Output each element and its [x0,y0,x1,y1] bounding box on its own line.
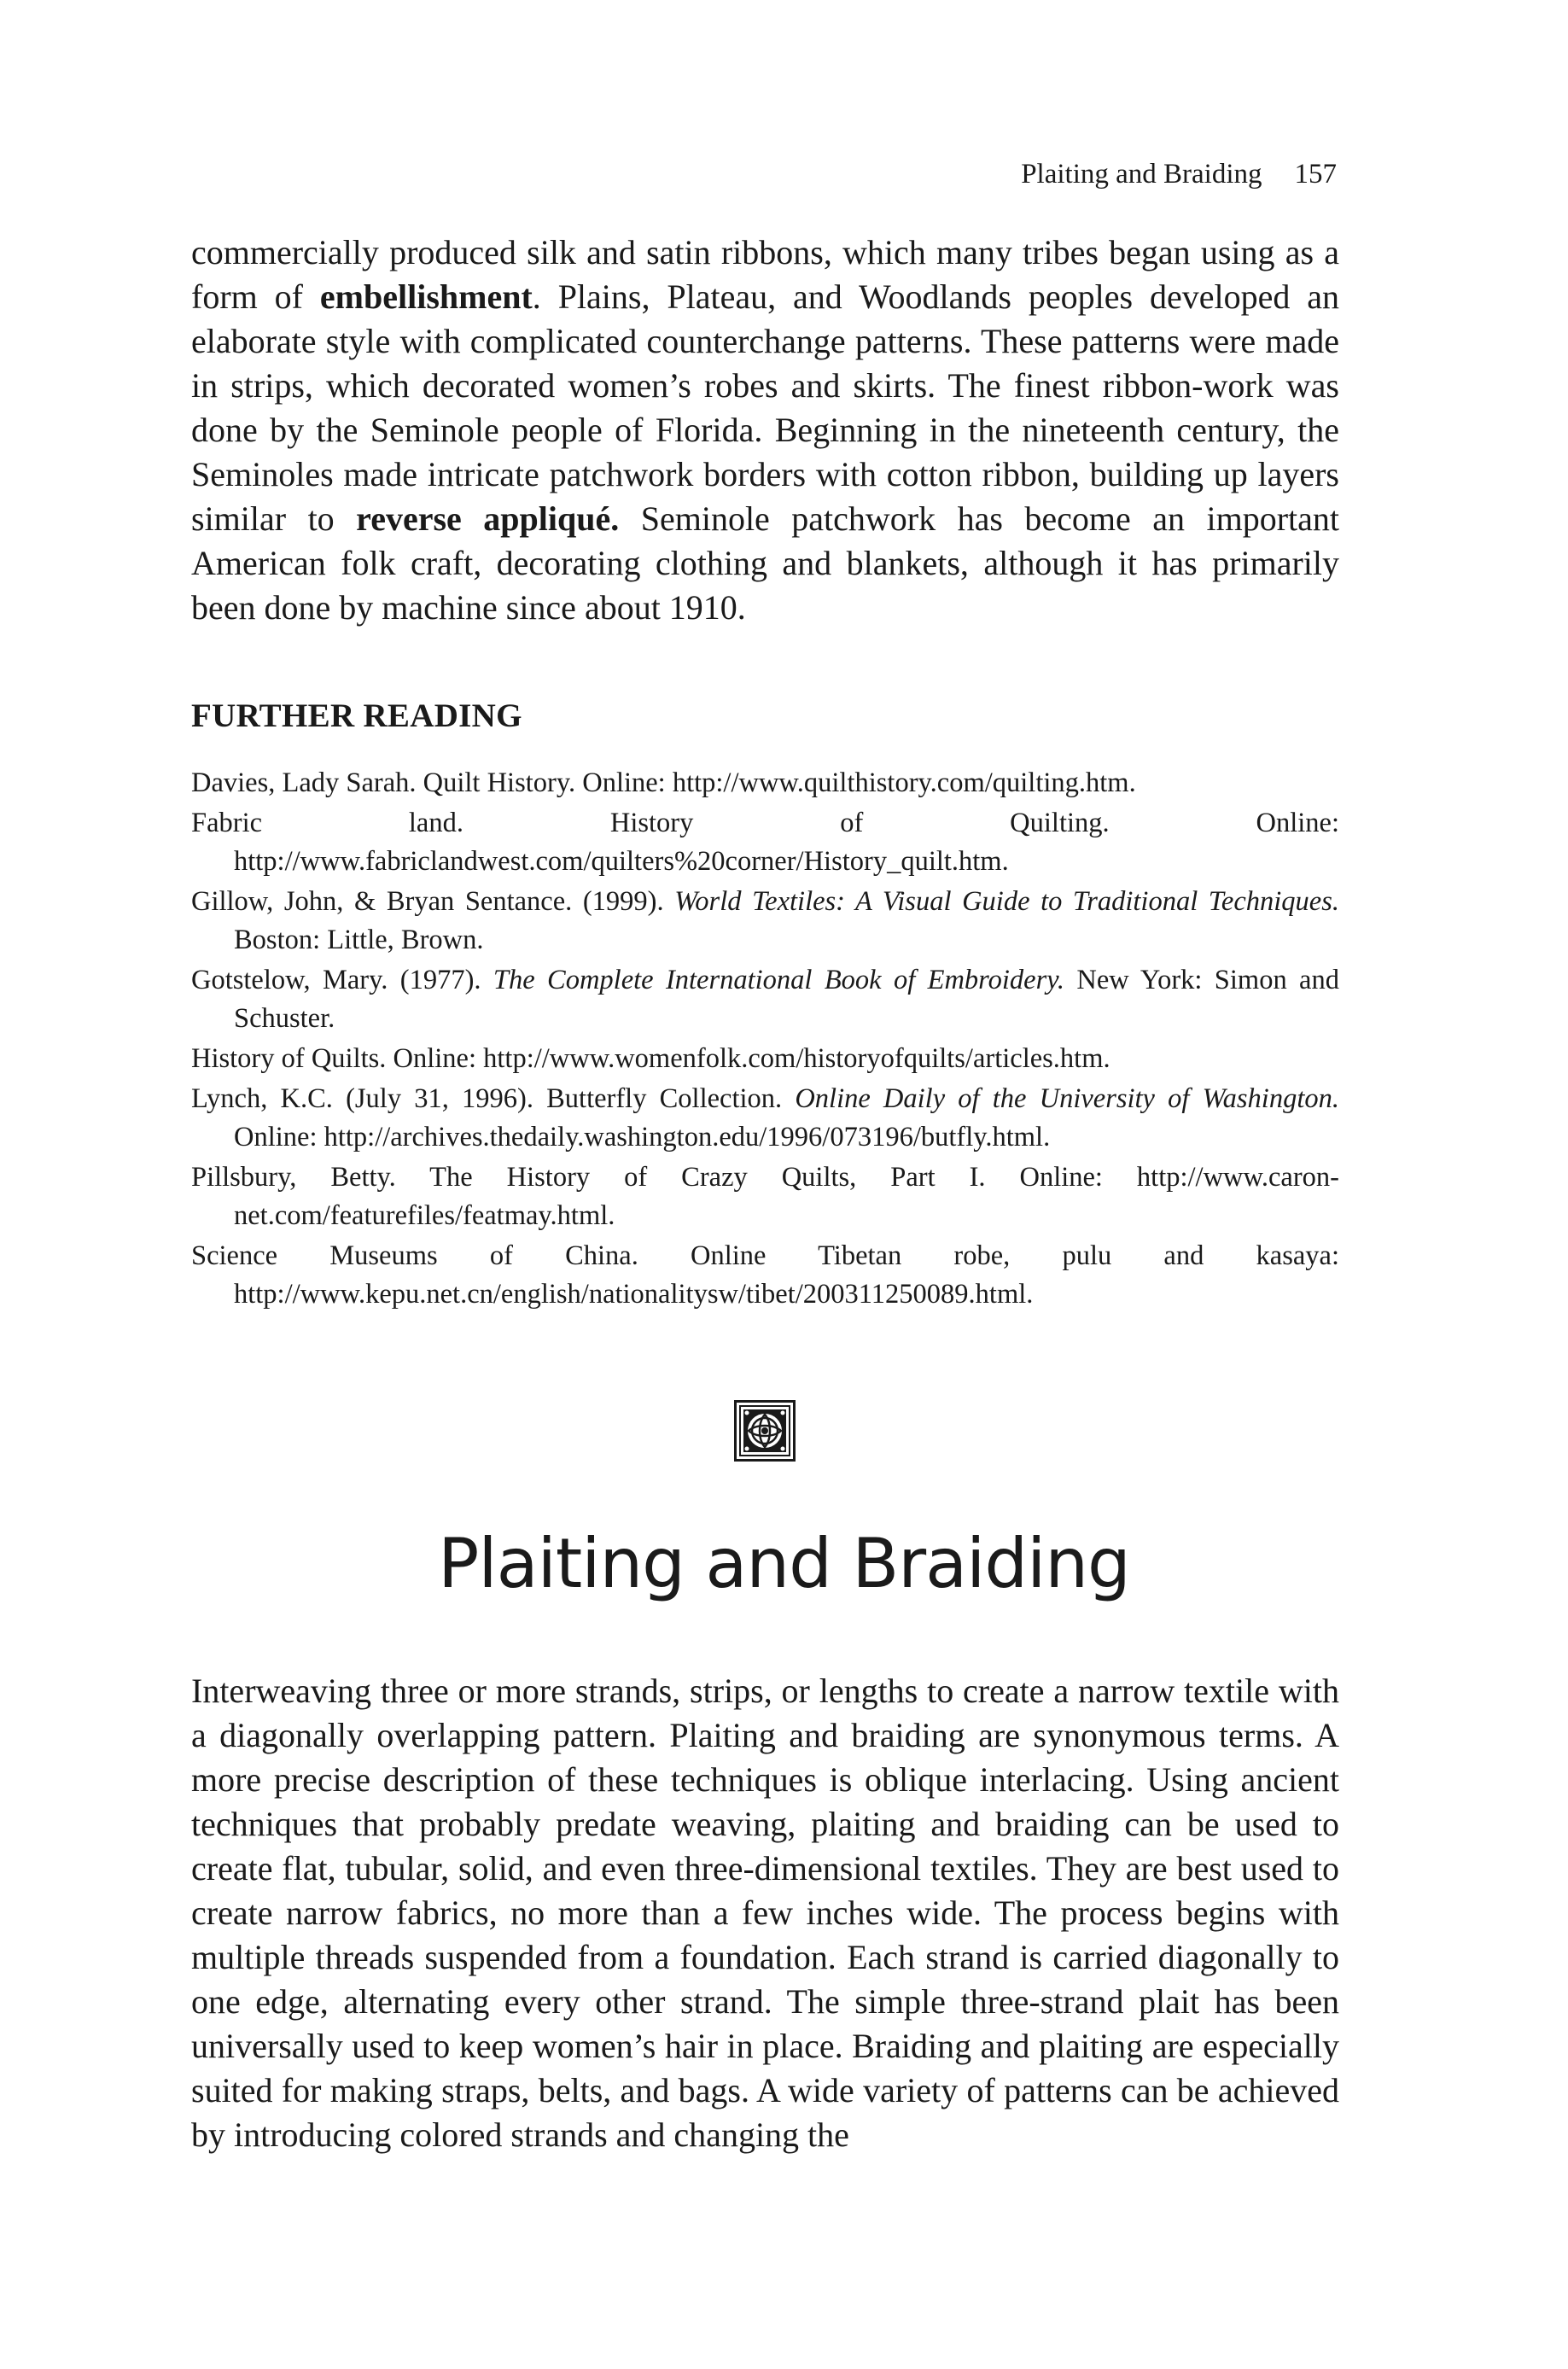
further-reading-heading: FURTHER READING [191,697,522,734]
reference-title: Online Daily of the University of Washington. [795,1083,1339,1114]
reference-item [191,764,1339,802]
paragraph1-part3: Seminole patchwork has become an important American folk craft, decorating clothing and blankets, although it has primarily been done by machine since about 1910. [191,499,1339,627]
reference-text: Davies, Lady Sarah. Quilt History. Online: http://www.quilthistory.com/quilting.htm. [191,767,1136,798]
reference-text: Fabric land. History of Quilting. Online: http://www.fabriclandwest.com/quilters%20corner/History_quilt.htm. [191,808,1339,877]
reference-text: History of Quilts. Online: http://www.womenfolk.com/historyofquilts/articles.htm. [191,1043,1110,1074]
reference-item [191,883,1339,960]
reference-item [191,1080,1339,1157]
reference-item [191,961,1339,1038]
paragraph-ribbonwork [191,230,1339,630]
reference-title: World Textiles: A Visual Guide to Traditional Techniques. [674,886,1339,917]
paragraph1-part1: commercially produced silk and satin ribbons, which many tribes began using as a form of [191,233,1339,316]
page-number: 157 [1294,159,1337,190]
running-title: Plaiting and Braiding [1021,159,1262,190]
term-embellishment[interactable]: embellishment [319,277,533,316]
reference-item [191,1158,1339,1235]
reference-text: Online: http://archives.thedaily.washington.edu/1996/073196/butfly.html. [234,1122,1051,1152]
section-title: Plaiting and Braiding [438,1524,1130,1603]
reference-item [191,1237,1339,1314]
reference-text: Gillow, John, & Bryan Sentance. (1999). [191,886,675,917]
reference-item [191,1040,1339,1078]
reference-list [191,764,1339,1314]
reference-title: The Complete International Book of Embroidery. [493,965,1064,995]
reference-text: Science Museums of China. Online Tibetan robe, pulu and kasaya: http://www.kepu.net.cn/english/nationalitysw/tibet/200311250089.html. [191,1240,1339,1310]
reference-item [191,804,1339,881]
running-head [1021,157,1337,191]
reference-text: Boston: Little, Brown. [234,925,484,955]
term-reverse-applique[interactable]: reverse appliqué. [356,499,620,538]
celtic-knot-ornament-icon [734,1400,796,1462]
reference-text: Pillsbury, Betty. The History of Crazy Quilts, Part I. Online: http://www.caron-net.com/featurefiles/featmay.html. [191,1162,1339,1231]
reference-text: Lynch, K.C. (July 31, 1996). Butterfly Collection. [191,1083,796,1114]
paragraph1-part2: . Plains, Plateau, and Woodlands peoples developed an elaborate style with complicated counterchange patterns. These patterns were made in strips, which decorated women’s robes and skirts. The finest ribbon-work was done by the Seminole people of Florida. Beginning in the nineteenth century, the Seminoles made intricate patchwork borders with cotton ribbon, building up layers similar to [191,277,1340,538]
reference-text: Gotstelow, Mary. (1977). [191,965,493,995]
reference-text: New York: Simon and Schuster. [234,965,1339,1034]
paragraph-plaiting-definition: Interweaving three or more strands, strips, or lengths to create a narrow textile with a diagonally overlapping pattern. Plaiting and braiding are synonymous terms. A more precise description of these techniques is oblique interlacing. Using ancient techniques that probably predate weaving, plaiting and braiding can be used to create flat, tubular, solid, and even three-dimensional textiles. They are best used to create narrow fabrics, no more than a few inches wide. The process begins with multiple threads suspended from a foundation. Each strand is carried diagonally to one edge, alternating every other strand. The simple three-strand plait has been universally used to keep women’s hair in place. Braiding and plaiting are especially suited for making straps, belts, and bags. A wide variety of patterns can be achieved by introducing colored strands and changing the [191,1672,1339,2154]
